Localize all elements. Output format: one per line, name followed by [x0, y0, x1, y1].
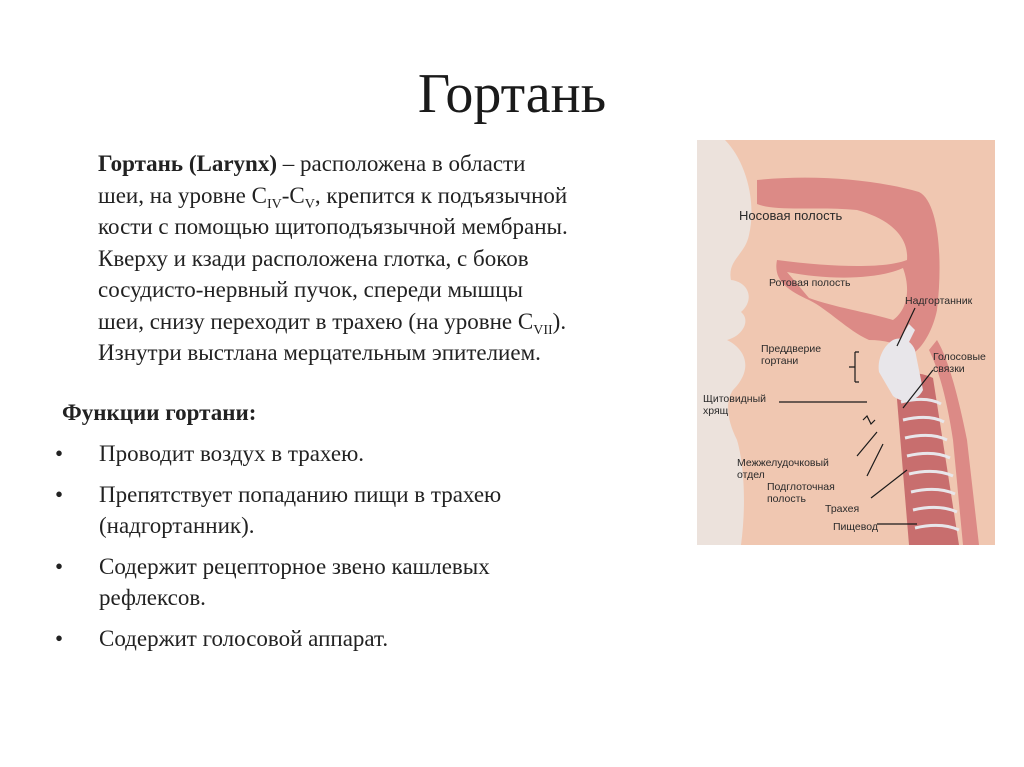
- bullet-icon: •: [55, 553, 64, 579]
- intro-term: Гортань (Larynx): [98, 151, 278, 176]
- intro-line-1: [98, 148, 698, 180]
- list-item: [55, 438, 635, 470]
- list-item-text: Содержит рецепторное звено кашлевых: [99, 553, 490, 579]
- label-thyroid-1: Щитовидный: [703, 393, 767, 405]
- intro-line-2b: -C: [281, 182, 305, 208]
- label-ventricular-2: отдел: [737, 469, 765, 481]
- sub-v: V: [304, 196, 315, 212]
- functions-heading: Функции гортани:: [62, 400, 257, 425]
- label-vocal-cords-2: связки: [933, 363, 965, 375]
- intro-line-7: Изнутри выстлана мерцательным эпителием.: [98, 340, 541, 365]
- list-item-text: Проводит воздух в трахею.: [99, 441, 365, 466]
- intro-paragraph: [98, 148, 698, 369]
- label-subglottic-1: Подглоточная: [767, 481, 835, 493]
- label-trachea: Трахея: [825, 503, 860, 515]
- intro-line-6a: шеи, снизу переходит в трахею (на уровне C: [98, 308, 534, 334]
- larynx-anatomy-figure: [697, 140, 995, 545]
- label-nasal-cavity: Носовая полость: [739, 208, 843, 223]
- intro-line-2a: шеи, на уровне C: [98, 182, 267, 208]
- bullet-icon: •: [55, 441, 64, 466]
- label-ventricular-1: Межжелудочковый: [737, 457, 829, 469]
- label-vestibule-1: Преддверие: [761, 343, 822, 355]
- list-item: [55, 479, 635, 542]
- label-esophagus: Пищевод: [833, 521, 878, 533]
- label-subglottic-2: полость: [767, 493, 806, 505]
- intro-line-6: [98, 306, 698, 338]
- label-vestibule-2: гортани: [761, 355, 799, 367]
- list-item-text: (надгортанник).: [99, 513, 255, 538]
- list-item-text: Содержит голосовой аппарат.: [99, 625, 389, 651]
- slide-title: Гортань: [417, 63, 607, 125]
- bullet-icon: •: [55, 481, 64, 507]
- list-item-text: рефлексов.: [99, 585, 206, 610]
- list-item: [55, 551, 635, 614]
- intro-line-3: кости с помощью щитоподъязычной мембраны.: [98, 214, 568, 239]
- intro-line-2: [98, 180, 698, 212]
- label-oral-cavity: Ротовая полость: [769, 277, 851, 289]
- label-vocal-cords-1: Голосовые: [933, 351, 986, 363]
- label-epiglottis: Надгортанник: [905, 295, 973, 307]
- bullet-icon: •: [55, 625, 64, 651]
- list-item-text: Препятствует попаданию пищи в трахею: [99, 481, 502, 507]
- label-thyroid-2: хрящ: [703, 405, 729, 417]
- larynx-anatomy-illustration: [697, 140, 995, 545]
- intro-line-6b: ).: [552, 308, 567, 334]
- list-item: [55, 623, 635, 655]
- sub-vii: VII: [533, 322, 553, 338]
- intro-line-2c: , крепится к подъязычной: [314, 182, 568, 208]
- intro-line-5: сосудисто-нервный пучок, спереди мышцы: [98, 277, 523, 302]
- intro-line-1-text: – расположена в области: [277, 151, 526, 176]
- intro-line-4: Кверху и кзади расположена глотка, с боков: [98, 245, 529, 271]
- functions-list: [55, 438, 635, 663]
- sub-iv: IV: [266, 196, 282, 212]
